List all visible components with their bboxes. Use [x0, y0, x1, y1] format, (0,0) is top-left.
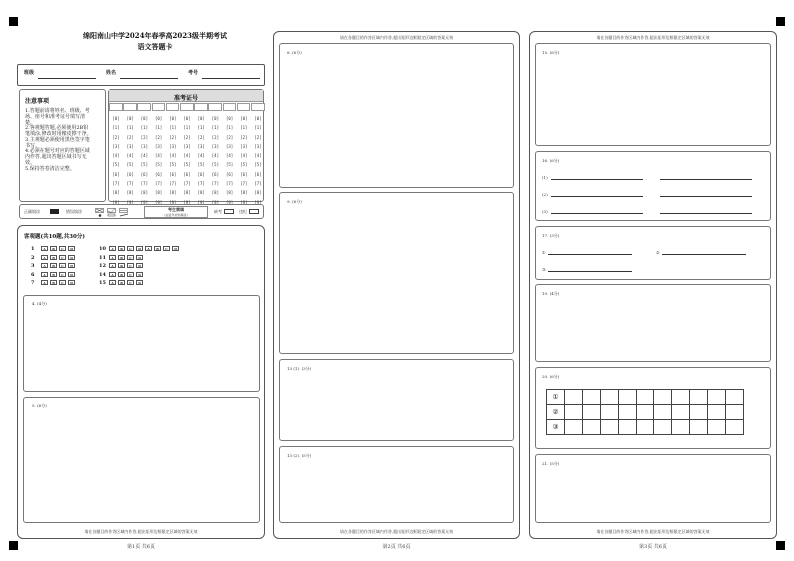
seat-field[interactable] [202, 78, 260, 79]
exam-id-digit-bubble[interactable]: [6] [126, 171, 134, 177]
exam-id-digit-bubble[interactable]: [8] [225, 190, 234, 196]
exam-id-write-cell[interactable] [166, 103, 180, 111]
exam-id-digit-bubble[interactable]: [5] [169, 162, 177, 168]
answer-box-q21[interactable] [535, 454, 771, 523]
option-bubble[interactable]: A [41, 263, 48, 268]
objective-question-row [99, 272, 145, 278]
exam-id-digit-column [209, 114, 221, 207]
exam-id-write-cell[interactable] [180, 103, 194, 111]
objective-question-row [99, 255, 145, 261]
exam-id-digit-bubble[interactable]: [7] [183, 181, 191, 187]
q16-line[interactable] [660, 213, 752, 214]
objective-question-number: 11 [99, 254, 106, 261]
objective-question-number: 3 [31, 263, 35, 269]
answer-box-q4[interactable] [23, 295, 260, 392]
q16-line[interactable] [660, 196, 752, 197]
exam-id-digit-bubble[interactable]: [7] [240, 181, 248, 187]
option-bubble[interactable]: C [59, 263, 66, 268]
exam-id-digit-bubble[interactable]: [3] [254, 143, 262, 149]
exam-id-digit-bubble[interactable]: [5] [112, 162, 120, 168]
q17-line[interactable] [662, 254, 746, 255]
exam-id-digit-bubble[interactable]: [6] [197, 171, 205, 177]
q20-writing-grid[interactable] [546, 389, 744, 435]
exam-id-digit-bubble[interactable]: [2] [169, 134, 177, 140]
option-bubble[interactable]: B [118, 272, 125, 277]
exam-id-digit-bubble[interactable]: [9] [183, 199, 191, 205]
exam-id-digit-bubble[interactable]: [9] [254, 199, 262, 205]
option-bubble[interactable]: D [68, 280, 75, 285]
exam-id-digit-bubble[interactable]: [3] [154, 143, 163, 149]
exam-id-digit-bubble[interactable]: [9] [154, 199, 163, 205]
exam-id-digit-bubble[interactable]: [7] [154, 181, 163, 187]
option-bubble[interactable]: A [109, 246, 116, 251]
exam-id-digit-bubble[interactable]: [1] [240, 125, 248, 131]
exam-id-digit-bubble[interactable]: [4] [112, 153, 120, 159]
boundary-note: 请在各题目的作答区域内作答,超出矩形边框限定区域的答案无效 [596, 35, 710, 40]
objective-question-number: 14 [99, 271, 106, 278]
answer-box-q5[interactable] [23, 397, 260, 523]
exam-id-digit-bubble[interactable]: [8] [140, 190, 148, 196]
objective-question-row [31, 246, 77, 252]
option-bubble[interactable]: A [41, 272, 48, 277]
option-bubble[interactable]: D [68, 272, 75, 277]
objective-question-number: 1 [31, 246, 35, 252]
objective-question-number: 6 [31, 271, 35, 278]
absent-label: 缺考 [214, 209, 222, 214]
option-bubble[interactable]: D [136, 255, 143, 260]
answer-box-q15[interactable] [535, 43, 771, 146]
exam-id-digit-bubble[interactable]: [1] [254, 125, 262, 131]
q16-item-1: (1) [542, 175, 548, 180]
objective-question-row [31, 263, 77, 269]
exam-id-digit-bubble[interactable]: [5] [254, 162, 262, 168]
exam-id-digit-bubble[interactable]: [7] [169, 181, 177, 187]
q16-item-2: (2) [542, 192, 548, 197]
objective-question-row [31, 255, 77, 261]
exam-id-digit-bubble[interactable]: [6] [225, 171, 234, 177]
exam-id-digit-bubble[interactable]: [7] [211, 181, 219, 187]
option-bubble[interactable]: A [145, 246, 152, 251]
exam-id-digit-bubble[interactable]: [9] [225, 199, 234, 205]
q20-row-label: ③ [547, 420, 565, 435]
answer-box-q9[interactable] [279, 192, 514, 354]
answer-box-q19[interactable] [535, 284, 771, 362]
question-label-q9: 9. (6分) [287, 199, 302, 204]
exam-id-digit-bubble[interactable]: [6] [112, 171, 120, 177]
exam-id-digit-bubble[interactable]: [9] [112, 199, 120, 205]
option-bubble[interactable]: D [136, 263, 143, 268]
question-label-q5: 5. (6分) [32, 403, 47, 408]
exam-id-digit-bubble[interactable]: [4] [126, 153, 134, 159]
q16-line[interactable] [551, 179, 643, 180]
exam-id-digit-bubble[interactable]: [1] [126, 125, 134, 131]
exam-id-write-cell[interactable] [237, 103, 251, 111]
exam-id-digit-bubble[interactable]: [2] [154, 134, 163, 140]
exam-id-digit-bubble[interactable]: [1] [197, 125, 205, 131]
exam-id-digit-bubble[interactable]: [3] [112, 143, 120, 149]
card-title: 语文答题卡 [137, 42, 173, 51]
q16-item-3: (3) [542, 209, 548, 214]
option-bubble[interactable]: B [50, 280, 57, 285]
exam-id-digit-bubble[interactable]: [9] [240, 199, 248, 205]
exam-id-digit-bubble[interactable]: [7] [197, 181, 205, 187]
exam-id-write-cell[interactable] [251, 103, 265, 111]
exam-id-digit-column [238, 114, 250, 207]
exam-id-digit-bubble[interactable]: [2] [126, 134, 134, 140]
exam-id-digit-bubble[interactable]: [7] [254, 181, 262, 187]
wrong-fill-label: 错误填涂 [66, 209, 82, 214]
objective-question-row [99, 263, 145, 269]
alignment-mark [9, 17, 18, 26]
option-bubble[interactable]: B [118, 263, 125, 268]
exam-id-digit-bubble[interactable]: [2] [225, 134, 234, 140]
violation-checkbox[interactable] [249, 209, 259, 214]
exam-id-digit-bubble[interactable]: [0] [240, 116, 248, 121]
seat-label: 考号 [188, 70, 199, 76]
exam-id-digit-bubble[interactable]: [9] [211, 199, 219, 205]
exam-id-digit-bubble[interactable]: [7] [140, 181, 148, 187]
objective-question-row [99, 280, 145, 286]
exam-id-title: 准考证号 [173, 95, 198, 102]
objective-question-row [31, 272, 77, 278]
option-bubble[interactable]: B [118, 246, 125, 251]
option-bubble[interactable]: D [68, 263, 75, 268]
correct-fill-label: 正确填涂 [24, 209, 40, 214]
answer-box-q17[interactable] [535, 226, 771, 280]
teacher-only-note: (由监考老师填涂) [164, 213, 188, 217]
exam-id-digit-bubble[interactable]: [0] [211, 116, 219, 121]
exam-id-digit-bubble[interactable]: [8] [211, 190, 219, 196]
teacher-only-box [144, 206, 208, 218]
exam-id-digit-bubble[interactable]: [4] [225, 153, 234, 159]
exam-id-digit-bubble[interactable]: [9] [197, 199, 205, 205]
question-label-q16: 16. (6分) [542, 158, 560, 163]
exam-id-digit-bubble[interactable]: [3] [225, 143, 234, 149]
q17-item-1: ① [542, 250, 546, 255]
page-number-1: 第1页 共6页 [127, 544, 155, 550]
exam-id-digit-bubble[interactable]: [4] [169, 153, 177, 159]
exam-id-digit-bubble[interactable]: [3] [240, 143, 248, 149]
exam-id-digit-column [153, 114, 165, 207]
exam-id-digit-bubble[interactable]: [5] [183, 162, 191, 168]
question-label-q20: 20. (6分) [542, 374, 560, 379]
exam-id-digit-bubble[interactable]: [2] [183, 134, 191, 140]
option-bubble[interactable]: C [127, 246, 134, 251]
class-field[interactable] [38, 78, 96, 79]
question-label-q4: 4. (4分) [32, 301, 47, 306]
exam-id-digit-bubble[interactable]: [0] [154, 116, 163, 121]
exam-id-digit-bubble[interactable]: [0] [225, 116, 234, 121]
exam-id-digit-column [224, 114, 236, 207]
exam-id-digit-bubble[interactable]: [0] [126, 116, 134, 121]
exam-id-digit-bubble[interactable]: [4] [254, 153, 262, 159]
answer-box-q13-1[interactable] [279, 359, 514, 441]
option-bubble[interactable]: D [136, 280, 143, 285]
exam-id-digit-bubble[interactable]: [0] [140, 116, 148, 121]
name-label: 姓名 [106, 70, 117, 76]
objective-question-number: 7 [31, 280, 35, 286]
class-label: 班级 [24, 70, 35, 76]
teacher-only-title: 考生禁填 [168, 207, 184, 212]
exam-id-digit-bubble[interactable]: [3] [140, 143, 148, 149]
q17-line[interactable] [548, 271, 632, 272]
option-bubble[interactable]: B [50, 272, 57, 277]
question-label-q8: 8. (6分) [287, 50, 302, 55]
exam-id-digit-bubble[interactable]: [6] [240, 171, 248, 177]
boundary-note: 请在各题目的作答区域内作答,超出矩形边框限定区域的答案无效 [596, 529, 710, 534]
exam-id-digit-column [124, 114, 136, 207]
exam-id-digit-bubble[interactable]: [2] [254, 134, 262, 140]
option-bubble[interactable]: A [109, 263, 116, 268]
exam-id-digit-bubble[interactable]: [1] [169, 125, 177, 131]
option-bubble[interactable]: C [59, 280, 66, 285]
exam-id-digit-bubble[interactable]: [0] [169, 116, 177, 121]
exam-id-digit-bubble[interactable]: [2] [211, 134, 219, 140]
option-bubble[interactable]: A [41, 246, 48, 251]
option-bubble[interactable]: D [172, 246, 179, 251]
exam-id-digit-bubble[interactable]: [5] [225, 162, 234, 168]
exam-id-digit-bubble[interactable]: [8] [126, 190, 134, 196]
exam-id-write-cell[interactable] [152, 103, 166, 111]
correct-fill-sample [50, 209, 59, 214]
q17-item-3: ③ [542, 267, 546, 272]
exam-id-digit-bubble[interactable]: [1] [112, 125, 120, 131]
exam-id-digit-bubble[interactable]: [2] [140, 134, 148, 140]
exam-id-digit-bubble[interactable]: [5] [140, 162, 148, 168]
exam-id-digit-bubble[interactable]: [1] [140, 125, 148, 131]
option-bubble[interactable]: D [68, 246, 75, 251]
exam-id-digit-bubble[interactable]: [1] [211, 125, 219, 131]
exam-id-digit-bubble[interactable]: [6] [140, 171, 148, 177]
option-bubble[interactable]: D [136, 246, 143, 251]
q16-line[interactable] [551, 213, 643, 214]
exam-id-digit-bubble[interactable]: [6] [183, 171, 191, 177]
objective-question-number: 2 [31, 254, 35, 261]
page-number-2: 第2页 共6页 [382, 544, 411, 550]
exam-id-digit-bubble[interactable]: [4] [197, 153, 205, 159]
option-bubble[interactable]: C [127, 263, 134, 268]
exam-id-digit-bubble[interactable]: [2] [240, 134, 248, 140]
exam-id-digit-bubble[interactable]: [6] [154, 171, 163, 177]
exam-id-digit-bubble[interactable]: [8] [154, 190, 163, 196]
option-bubble[interactable]: B [154, 246, 161, 251]
exam-id-digit-bubble[interactable]: [5] [126, 162, 134, 168]
objective-question-row [31, 280, 77, 286]
exam-id-digit-bubble[interactable]: [5] [240, 162, 248, 168]
option-bubble[interactable]: C [59, 255, 66, 260]
exam-id-write-cell[interactable] [123, 103, 137, 111]
exam-id-digit-bubble[interactable]: [3] [169, 143, 177, 149]
student-info-box [17, 64, 265, 86]
absent-checkbox[interactable] [224, 209, 234, 214]
exam-id-digit-bubble[interactable]: [6] [211, 171, 219, 177]
fill-example-row [19, 204, 264, 219]
exam-id-digit-bubble[interactable]: [7] [225, 181, 234, 187]
boundary-note: 请在各题目的作答区域内作答,超出矩形边框限定区域的答案无效 [339, 35, 454, 40]
exam-id-digit-column [181, 114, 193, 207]
objective-extra-options [145, 246, 181, 252]
q16-line[interactable] [660, 179, 752, 180]
exam-id-digit-bubble[interactable]: [7] [126, 181, 134, 187]
q16-line[interactable] [551, 196, 643, 197]
school-title: 绵阳南山中学2024年春季高2023级半期考试 [83, 31, 227, 40]
violation-label: 违纪 [239, 209, 247, 214]
question-label-q21: 21. (5分) [542, 461, 560, 466]
option-bubble[interactable]: A [109, 280, 116, 285]
exam-id-digit-bubble[interactable]: [1] [183, 125, 191, 131]
option-bubble[interactable]: B [50, 246, 57, 251]
exam-id-digit-bubble[interactable]: [4] [240, 153, 248, 159]
notes-title: 注意事项 [25, 98, 50, 105]
exam-id-digit-bubble[interactable]: [2] [112, 134, 120, 140]
exam-id-digit-column [195, 114, 207, 207]
option-bubble[interactable]: C [127, 280, 134, 285]
q20-row-label: ② [547, 405, 565, 420]
question-label-q17: 17. (3分) [542, 233, 560, 238]
question-label-q13-2: 13 (2). (5分) [287, 453, 312, 458]
exam-id-digit-bubble[interactable]: [5] [154, 162, 163, 168]
exam-id-digit-bubble[interactable]: [4] [211, 153, 219, 159]
question-label-q19: 19. (4分) [542, 291, 560, 296]
exam-id-digit-bubble[interactable]: [9] [169, 199, 177, 205]
exam-id-digit-bubble[interactable]: [8] [112, 190, 120, 196]
option-bubble[interactable]: D [136, 272, 143, 277]
exam-id-digit-bubble[interactable]: [9] [140, 199, 148, 205]
objective-question-row [99, 246, 145, 252]
q17-item-2: ② [656, 250, 660, 255]
exam-id-digit-bubble[interactable]: [4] [154, 153, 163, 159]
exam-id-digit-bubble[interactable]: [5] [197, 162, 205, 168]
page-number-3: 第3页 共6页 [639, 544, 667, 550]
q20-row-label: ① [547, 390, 565, 405]
exam-id-digit-column [138, 114, 150, 207]
answer-box-q8[interactable] [279, 43, 514, 188]
exam-id-digit-bubble[interactable]: [0] [197, 116, 205, 121]
exam-id-digit-bubble[interactable]: [3] [211, 143, 219, 149]
exam-id-digit-bubble[interactable]: [5] [211, 162, 219, 168]
boundary-note: 请在各题目的作答区域内作答,超出矩形边框限定区域的答案无效 [84, 529, 198, 534]
alignment-mark [776, 17, 785, 26]
option-bubble[interactable]: C [59, 272, 66, 277]
notes-list: 1.答题前请将姓名、班级、考 场、座号和准考证号填写清 楚。 2.客观题答题,必须使用2B铅 笔填涂,修改时用橡皮擦干净。 3.主观题必须使用黑色签字笔 书写。 4.必须在题号对应的答题区域 内作答,超出答题区域书写无 效。 5.保持答卷清洁完整。 [25, 108, 92, 172]
option-bubble[interactable]: B [50, 263, 57, 268]
exam-id-digit-bubble[interactable]: [0] [254, 116, 262, 121]
exam-id-digit-bubble[interactable]: [4] [183, 153, 191, 159]
option-bubble[interactable]: B [50, 255, 57, 260]
option-bubble[interactable]: C [59, 246, 66, 251]
exam-id-digit-bubble[interactable]: [1] [225, 125, 234, 131]
exam-id-digit-bubble[interactable]: [7] [112, 181, 120, 187]
question-label-q15: 15. (6分) [542, 50, 560, 55]
boundary-note: 请在各题目的作答区域内作答,超出矩形边框限定区域的答案无效 [339, 529, 454, 534]
exam-id-write-cell[interactable] [109, 103, 123, 111]
q17-line[interactable] [548, 254, 632, 255]
option-bubble[interactable]: C [127, 255, 134, 260]
exam-id-write-cell[interactable] [137, 103, 151, 111]
option-bubble[interactable]: D [68, 255, 75, 260]
objective-title: 客观题(共10题,共30分) [24, 234, 85, 240]
exam-id-digit-bubble[interactable]: [6] [254, 171, 262, 177]
exam-id-digit-bubble[interactable]: [0] [183, 116, 191, 121]
option-bubble[interactable]: C [163, 246, 170, 251]
exam-id-digit-bubble[interactable]: [9] [126, 199, 134, 205]
option-bubble[interactable]: B [118, 255, 125, 260]
exam-id-digit-bubble[interactable]: [8] [254, 190, 262, 196]
exam-id-digit-column [252, 114, 264, 207]
exam-id-digit-bubble[interactable]: [8] [240, 190, 248, 196]
exam-id-digit-bubble[interactable]: [0] [112, 116, 120, 121]
exam-id-digit-bubble[interactable]: [1] [154, 125, 163, 131]
exam-id-write-cell[interactable] [194, 103, 208, 111]
exam-id-digit-bubble[interactable]: [6] [169, 171, 177, 177]
name-field[interactable] [120, 78, 178, 79]
exam-id-digit-bubble[interactable]: [8] [169, 190, 177, 196]
objective-question-number: 12 [99, 263, 106, 269]
option-bubble[interactable]: A [109, 255, 116, 260]
exam-id-digit-bubble[interactable]: [8] [197, 190, 205, 196]
objective-question-number: 15 [99, 280, 106, 286]
option-bubble[interactable]: A [41, 280, 48, 285]
exam-id-digit-bubble[interactable]: [3] [197, 143, 205, 149]
option-bubble[interactable]: B [118, 280, 125, 285]
answer-box-q13-2[interactable] [279, 446, 514, 523]
objective-question-number: 10 [99, 246, 106, 252]
option-bubble[interactable]: C [127, 272, 134, 277]
exam-id-digit-bubble[interactable]: [8] [183, 190, 191, 196]
answer-box-q16[interactable] [535, 151, 771, 221]
alignment-mark [776, 541, 785, 550]
question-label-q13-1: 13 (1). (3分) [287, 366, 312, 371]
exam-id-digit-bubble[interactable]: [3] [183, 143, 191, 149]
exam-id-digit-bubble[interactable]: [2] [197, 134, 205, 140]
exam-id-write-cell[interactable] [223, 103, 237, 111]
option-bubble[interactable]: A [41, 255, 48, 260]
exam-id-digit-bubble[interactable]: [3] [126, 143, 134, 149]
exam-id-digit-column [167, 114, 179, 207]
exam-id-digit-column [110, 114, 122, 207]
wrong-fill-samples [95, 208, 141, 217]
option-bubble[interactable]: A [109, 272, 116, 277]
exam-id-digit-bubble[interactable]: [4] [140, 153, 148, 159]
notes-box [19, 89, 106, 202]
exam-id-write-cell[interactable] [208, 103, 222, 111]
